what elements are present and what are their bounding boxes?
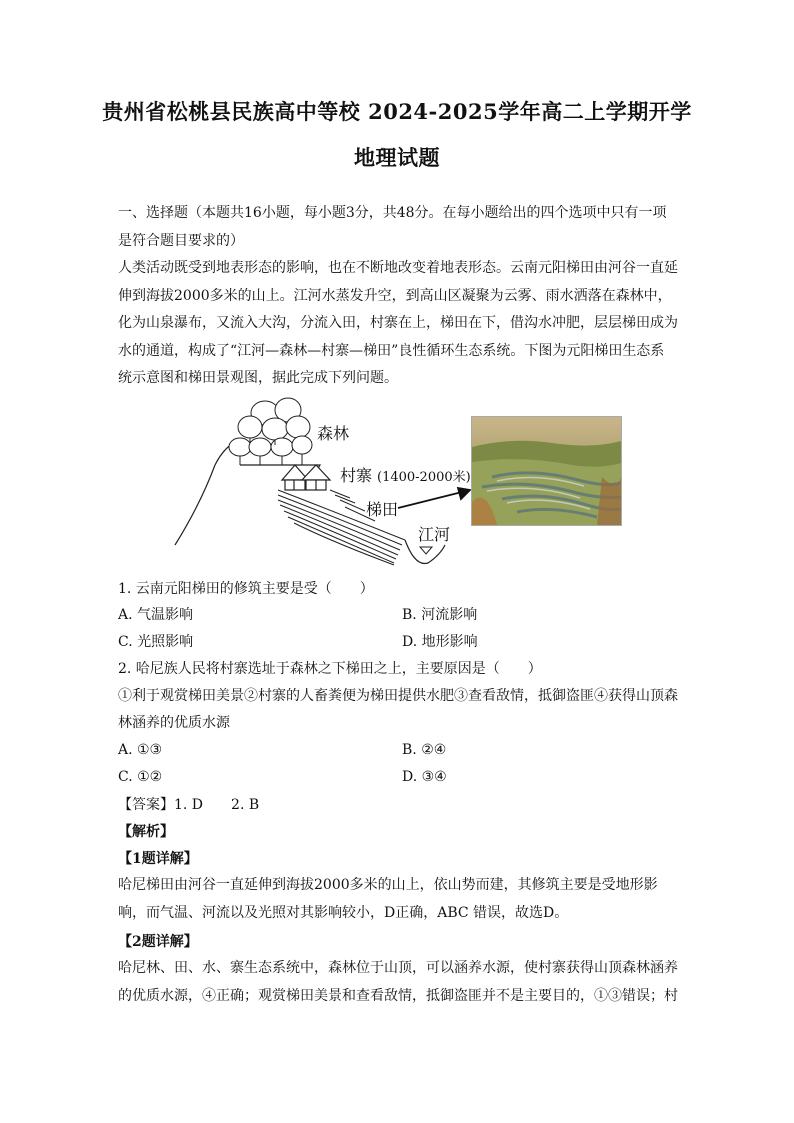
q2-detail-text: 哈尼林、田、水、寨生态系统中，森林位于山顶，可以涵养水源，使村寨获得山顶森林涵养的优质水源，④正确；观赏梯田美景和查看敌情，抵御盗匪并不是主要目的，①③错误；村	[118, 960, 678, 1004]
q1-option-d: D. 地形影响	[402, 634, 478, 650]
village-label: 村寨	[340, 466, 373, 485]
arrow-icon	[398, 488, 470, 508]
forest-label: 森林	[317, 424, 350, 443]
river-label: 江河	[418, 525, 451, 544]
q1-option-a: A. 气温影响	[118, 607, 194, 623]
q2-option-d: D. ③④	[402, 769, 447, 785]
q2-desc-line1: ①利于观赏梯田美景②村寨的人畜粪便为梯田提供水肥③查看敌情，抵御盗匪④获得山顶森	[118, 688, 678, 704]
forest-trees	[229, 398, 312, 465]
analysis-heading: 【解析】	[118, 824, 174, 840]
q1-stem: 1. 云南元阳梯田的修筑主要是受（ ）	[118, 581, 374, 597]
answer-line: 【答案】1. D 2. B	[118, 797, 260, 813]
q1-detail-text: 哈尼梯田由河谷一直延伸到海拔2000多米的山上，依山势而建，其修筑主要是受地形影响，而气温、河流以及光照对其影响较小，D正确，ABC 错误，故选D。	[118, 877, 658, 921]
q2-option-b: B. ②④	[402, 742, 447, 758]
q2-detail-heading: 【2题详解】	[118, 934, 198, 950]
q1-detail-heading: 【1题详解】	[118, 851, 198, 867]
q2-stem: 2. 哈尼族人民将村寨选址于森林之下梯田之上，主要原因是（ ）	[118, 661, 542, 677]
q1-option-c: C. 光照影响	[118, 634, 194, 650]
page-title-line1: 贵州省松桃县民族高中等校 2024-2025学年高二上学期开学	[102, 99, 692, 124]
q2-desc-line2: 林涵养的优质水源	[118, 715, 230, 731]
terrace-landscape-photo	[471, 416, 622, 526]
q2-option-a: A. ①③	[118, 742, 163, 758]
village-altitude-label: (1400-2000米)	[377, 470, 471, 485]
q2-option-c: C. ①②	[118, 769, 163, 785]
page-title-line2: 地理试题	[354, 145, 440, 170]
village-houses	[282, 465, 330, 490]
terrace-label: 梯田	[366, 500, 399, 519]
river-symbol	[420, 547, 432, 554]
section-header: 一、选择题（本题共16小题，每小题3分，共48分。在每小题给出的四个选项中只有一项是符合题目要求的）	[118, 205, 667, 249]
q1-option-b: B. 河流影响	[402, 607, 478, 623]
intro-paragraph: 人类活动既受到地表形态的影响，也在不断地改变着地表形态。云南元阳梯田由河谷一直延伸到海拔2000多米的山上。江河水蒸发升空，到高山区凝聚为云雾、雨水洒落在森林中，化为山泉瀑布，又流入大沟，分流入田，村寨在上，梯田在下，借沟水冲肥，层层梯田成为水的通道，构成了“江河—森林—村寨—梯田”良性循环生态系统。下图为元阳梯田生态系统示意图和梯田景观图，据此完成下列问题。	[118, 260, 678, 386]
